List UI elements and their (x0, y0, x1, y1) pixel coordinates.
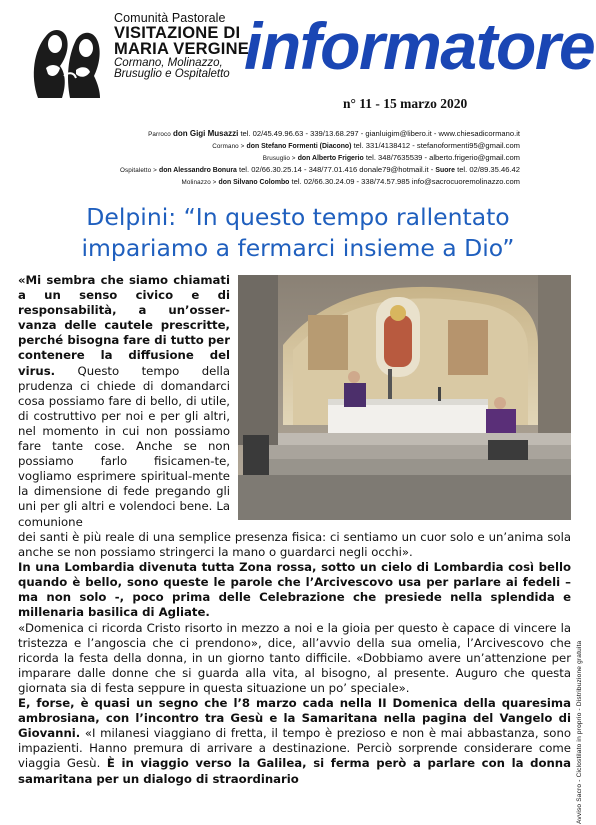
body-text-bold: In una Lombardia divenuta tutta Zona rossa, sotto un cielo di Lombardia così bello quando è bello, sono queste le parole che l’Arcivescovo usa per parlare ai fedeli – ma non solo -, poco prima delle Celebrazione che presiede nella splendida e millenaria basilica di Agliate. (18, 560, 571, 620)
body-text-bold: È in viaggio verso la Galilea, si ferma però a parlare con la donna samaritana per un dialogo di straordinario (18, 756, 572, 786)
parish-name (114, 12, 254, 81)
parish-logo (24, 16, 110, 100)
org-line: MARIA VERGINE (114, 40, 249, 58)
masthead-title: informatore (244, 9, 595, 83)
body-text-bold: E, forse, è quasi un segno che l’8 marzo cada nella II Domenica della quaresima ambrosiana, con l’incontro tra Gesù e la Samaritana nella pagina del Vangelo di Giovanni. (18, 696, 571, 741)
body-text: Questo tempo della prudenza ci chiede di domandarci cosa possiamo fare di bello, di utile, di costruttivo per noi e per gli altri, nel momento in cui non possiamo fare tante cose. Anche se non possiamo farlo fisicamen-te, vogliamo esprimere spiritual-mente la dimensione di fede pregando gli uni per gli altri e volendoci bene. La comunione (18, 363, 230, 529)
article-body (18, 530, 571, 787)
contact-line: Cormano > don Stefano Formenti (Diacono) tel. 331/4138412 - stefanoformenti95@gmail.com (212, 141, 520, 150)
body-text: «I milanesi viaggiano di fretta, il tempo è prezioso e non è mai abbastanza, sono impazienti. Hanno premura di arrivare a destinazione. Perciò sorprende considerare come viaggia Gesù. (18, 726, 571, 771)
org-line: Cormano, Molinazzo, (114, 56, 223, 69)
basilica-photo (238, 275, 571, 520)
headline-line: impariamo a fermarci insieme a Dio” (81, 234, 515, 262)
contact-line: Brusuglio > don Alberto Frigerio tel. 348/7635539 - alberto.frigerio@gmail.com (262, 153, 520, 162)
article-headline (0, 202, 596, 264)
org-line: Brusuglio e Ospitaletto (114, 68, 230, 80)
legal-notice-text: Avviso Sacro - Ciclostilato in proprio - Distribuzione gratuita (576, 640, 583, 824)
contact-line: Parroco don Gigi Musazzi tel. 02/45.49.96.63 - 339/13.68.297 - gianluigim@libero.it - www.chiesadicormano.it (148, 129, 520, 138)
contact-line: Ospitaletto > don Alessandro Bonura tel. 02/66.30.25.14 - 348/77.01.416 donale79@hotmail.it - Suore tel. 02/89.35.46.42 (120, 165, 520, 174)
headline-line: Delpini: “In questo tempo rallentato (86, 203, 510, 231)
issue-number: n° 11 - 15 marzo 2020 (343, 96, 468, 111)
org-line: VISITAZIONE DI (114, 23, 241, 42)
body-text: dei santi è più reale di una semplice presenza fisica: ci sentiamo un cuor solo e un’anima sola anche se non possiamo stringerci la mano o guardarci negli occhi». (18, 530, 571, 560)
org-line: Comunità Pastorale (114, 11, 226, 25)
contact-line: Molinazzo > don Silvano Colombo tel. 02/66.30.24.09 - 338/74.57.985 info@sacrocuoremolinazzo.com (181, 177, 520, 186)
article-column-left (18, 273, 230, 530)
legal-notice (576, 640, 586, 824)
body-text: «Domenica ci ricorda Cristo risorto in mezzo a noi e la gioia per questo è capace di vincere la tristezza e l’angoscia che ci prendono», dice, all’avvio della sua omelia, l’Arcivescovo che ricorda la festa della donna, in un giorno tanto difficile. «Dobbiamo avere un’attenzione per imparare dalle donne che si guarda alla vita, al bisogno, al presente. Auguro che questa giornata sia di festa seppure in questa situazione un po’ speciale». (18, 620, 571, 695)
lead-quote: «Mi sembra che siamo chiamati a un senso civico e di responsabilità, a un’osser-vanza delle cautele prescritte, perché bisogna fare di tutto per contenere la diffusione del virus. (18, 273, 230, 378)
